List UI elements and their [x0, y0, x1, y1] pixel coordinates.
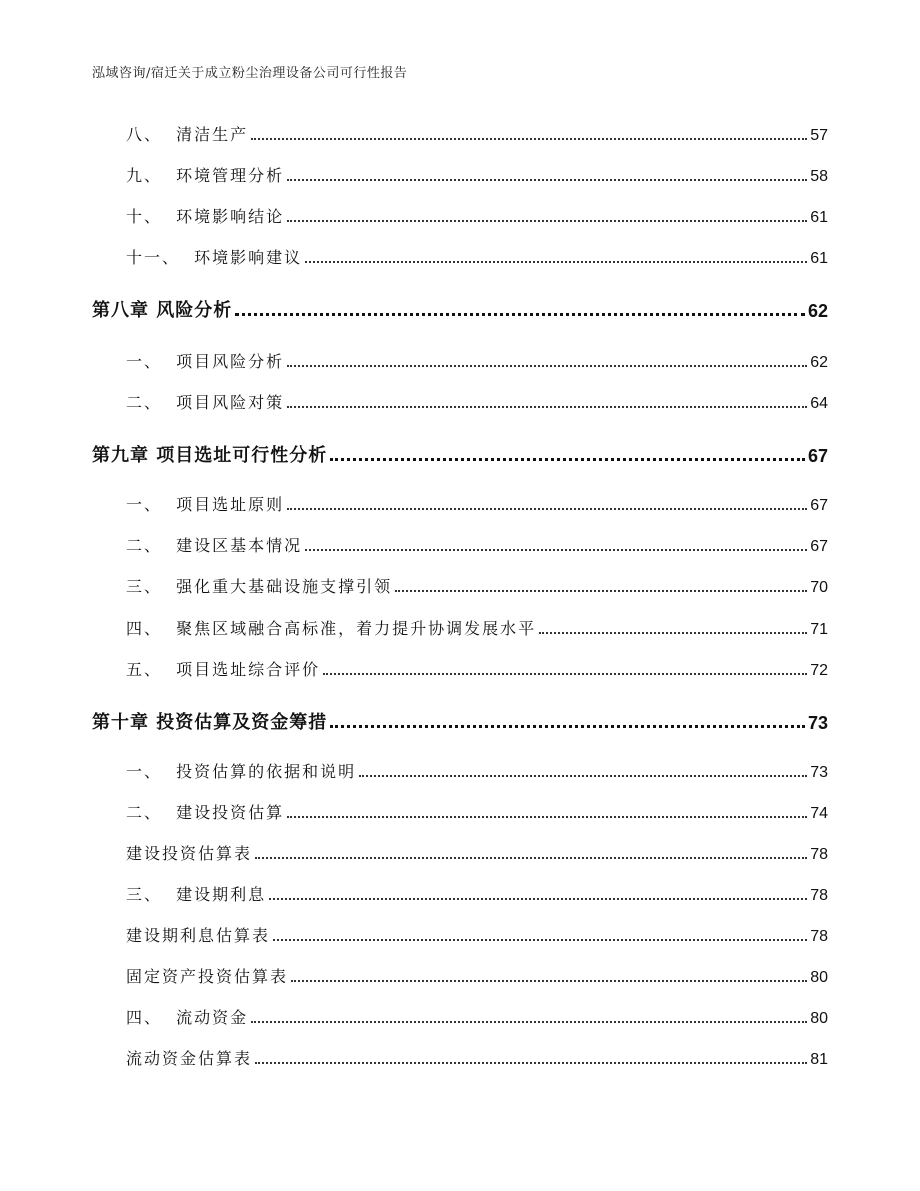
toc-entry-title: 一、 投资估算的依据和说明 — [126, 762, 357, 781]
toc-entry-title: 五、 项目选址综合评价 — [126, 660, 321, 679]
toc-entry-page: 58 — [810, 168, 828, 185]
toc-entry[interactable] — [0, 532, 920, 556]
toc-entry-page: 80 — [810, 969, 828, 986]
toc-leader-dots — [539, 632, 807, 634]
toc-entry[interactable] — [0, 203, 920, 227]
toc-chapter-title: 第八章 风险分析 — [92, 300, 233, 321]
toc-leader-dots — [287, 365, 807, 367]
toc-entry-page: 73 — [810, 764, 828, 781]
toc-entry-title: 十一、 环境影响建议 — [126, 248, 303, 267]
toc-leader-dots — [255, 1062, 807, 1064]
toc-leader-dots — [287, 220, 807, 222]
toc-leader-dots — [359, 775, 807, 777]
toc-leader-dots — [330, 725, 805, 728]
toc-entry[interactable] — [0, 922, 920, 946]
toc-entry-page: 62 — [810, 354, 828, 371]
toc-entry-page: 78 — [810, 928, 828, 945]
toc-entry-title: 三、 建设期利息 — [126, 885, 267, 904]
toc-entry[interactable] — [0, 840, 920, 864]
toc-entry-page: 67 — [810, 538, 828, 555]
toc-leader-dots — [305, 261, 807, 263]
page-header: 泓域咨询/宿迁关于成立粉尘治理设备公司可行性报告 — [92, 66, 408, 81]
toc-entry-page: 67 — [810, 497, 828, 514]
toc-entry[interactable] — [0, 121, 920, 145]
toc-leader-dots — [287, 816, 807, 818]
toc-entry-title: 固定资产投资估算表 — [126, 967, 289, 986]
toc-entry[interactable] — [0, 615, 920, 639]
toc-entry-title: 一、 项目选址原则 — [126, 495, 285, 514]
toc-leader-dots — [291, 980, 807, 982]
toc-leader-dots — [305, 549, 807, 551]
toc-entry-title: 三、 强化重大基础设施支撑引领 — [126, 577, 393, 596]
toc-entry[interactable] — [0, 881, 920, 905]
toc-entry-page: 72 — [810, 662, 828, 679]
toc-leader-dots — [287, 406, 807, 408]
toc-chapter-title: 第九章 项目选址可行性分析 — [92, 445, 328, 466]
toc-leader-dots — [251, 1021, 807, 1023]
toc-entry[interactable] — [0, 348, 920, 372]
toc-entry-title: 建设期利息估算表 — [126, 926, 271, 945]
toc-entry[interactable] — [0, 1045, 920, 1069]
toc-chapter-title: 第十章 投资估算及资金筹措 — [92, 712, 328, 733]
toc-leader-dots — [287, 508, 807, 510]
toc-leader-dots — [323, 673, 807, 675]
toc-leader-dots — [269, 898, 807, 900]
toc-entry-page: 61 — [810, 209, 828, 226]
toc-chapter[interactable] — [0, 439, 920, 467]
toc-entry-title: 四、 流动资金 — [126, 1008, 249, 1027]
toc-chapter-page: 67 — [807, 446, 828, 466]
toc-entry-page: 80 — [810, 1010, 828, 1027]
toc-leader-dots — [273, 939, 807, 941]
toc-entry[interactable] — [0, 1004, 920, 1028]
toc-entry[interactable] — [0, 799, 920, 823]
toc-entry-page: 61 — [810, 250, 828, 267]
toc-entry-page: 81 — [810, 1051, 828, 1068]
toc-chapter-page: 73 — [807, 713, 828, 733]
toc-chapter[interactable] — [0, 294, 920, 322]
toc-entry-title: 二、 建设区基本情况 — [126, 536, 303, 555]
toc-entry-page: 78 — [810, 887, 828, 904]
toc-entry-title: 十、 环境影响结论 — [126, 207, 285, 226]
toc-entry-page: 71 — [810, 621, 828, 638]
toc-entry-title: 一、 项目风险分析 — [126, 352, 285, 371]
toc-entry-page: 78 — [810, 846, 828, 863]
toc-leader-dots — [330, 458, 805, 461]
toc-entry-title: 四、 聚焦区域融合高标准，着力提升协调发展水平 — [126, 619, 537, 638]
toc-chapter-page: 62 — [807, 301, 828, 321]
toc-entry[interactable] — [0, 244, 920, 268]
toc-leader-dots — [395, 590, 807, 592]
toc-entry-title: 二、 项目风险对策 — [126, 393, 285, 412]
toc-leader-dots — [251, 138, 807, 140]
toc-entry-page: 64 — [810, 395, 828, 412]
toc-entry-title: 建设投资估算表 — [126, 844, 253, 863]
toc-entry-title: 流动资金估算表 — [126, 1049, 253, 1068]
toc-entry[interactable] — [0, 491, 920, 515]
toc-leader-dots — [287, 179, 807, 181]
toc-entry[interactable] — [0, 656, 920, 680]
toc-chapter[interactable] — [0, 706, 920, 734]
toc-entry-page: 70 — [810, 579, 828, 596]
toc-entry[interactable] — [0, 758, 920, 782]
toc-leader-dots — [235, 313, 805, 316]
toc-entry[interactable] — [0, 389, 920, 413]
toc-entry[interactable] — [0, 162, 920, 186]
toc-entry[interactable] — [0, 963, 920, 987]
toc-entry-title: 八、 清洁生产 — [126, 125, 249, 144]
toc-entry-page: 57 — [810, 127, 828, 144]
toc-entry-title: 九、 环境管理分析 — [126, 166, 285, 185]
toc-entry[interactable] — [0, 573, 920, 597]
toc-entry-title: 二、 建设投资估算 — [126, 803, 285, 822]
toc-leader-dots — [255, 857, 807, 859]
toc-entry-page: 74 — [810, 805, 828, 822]
